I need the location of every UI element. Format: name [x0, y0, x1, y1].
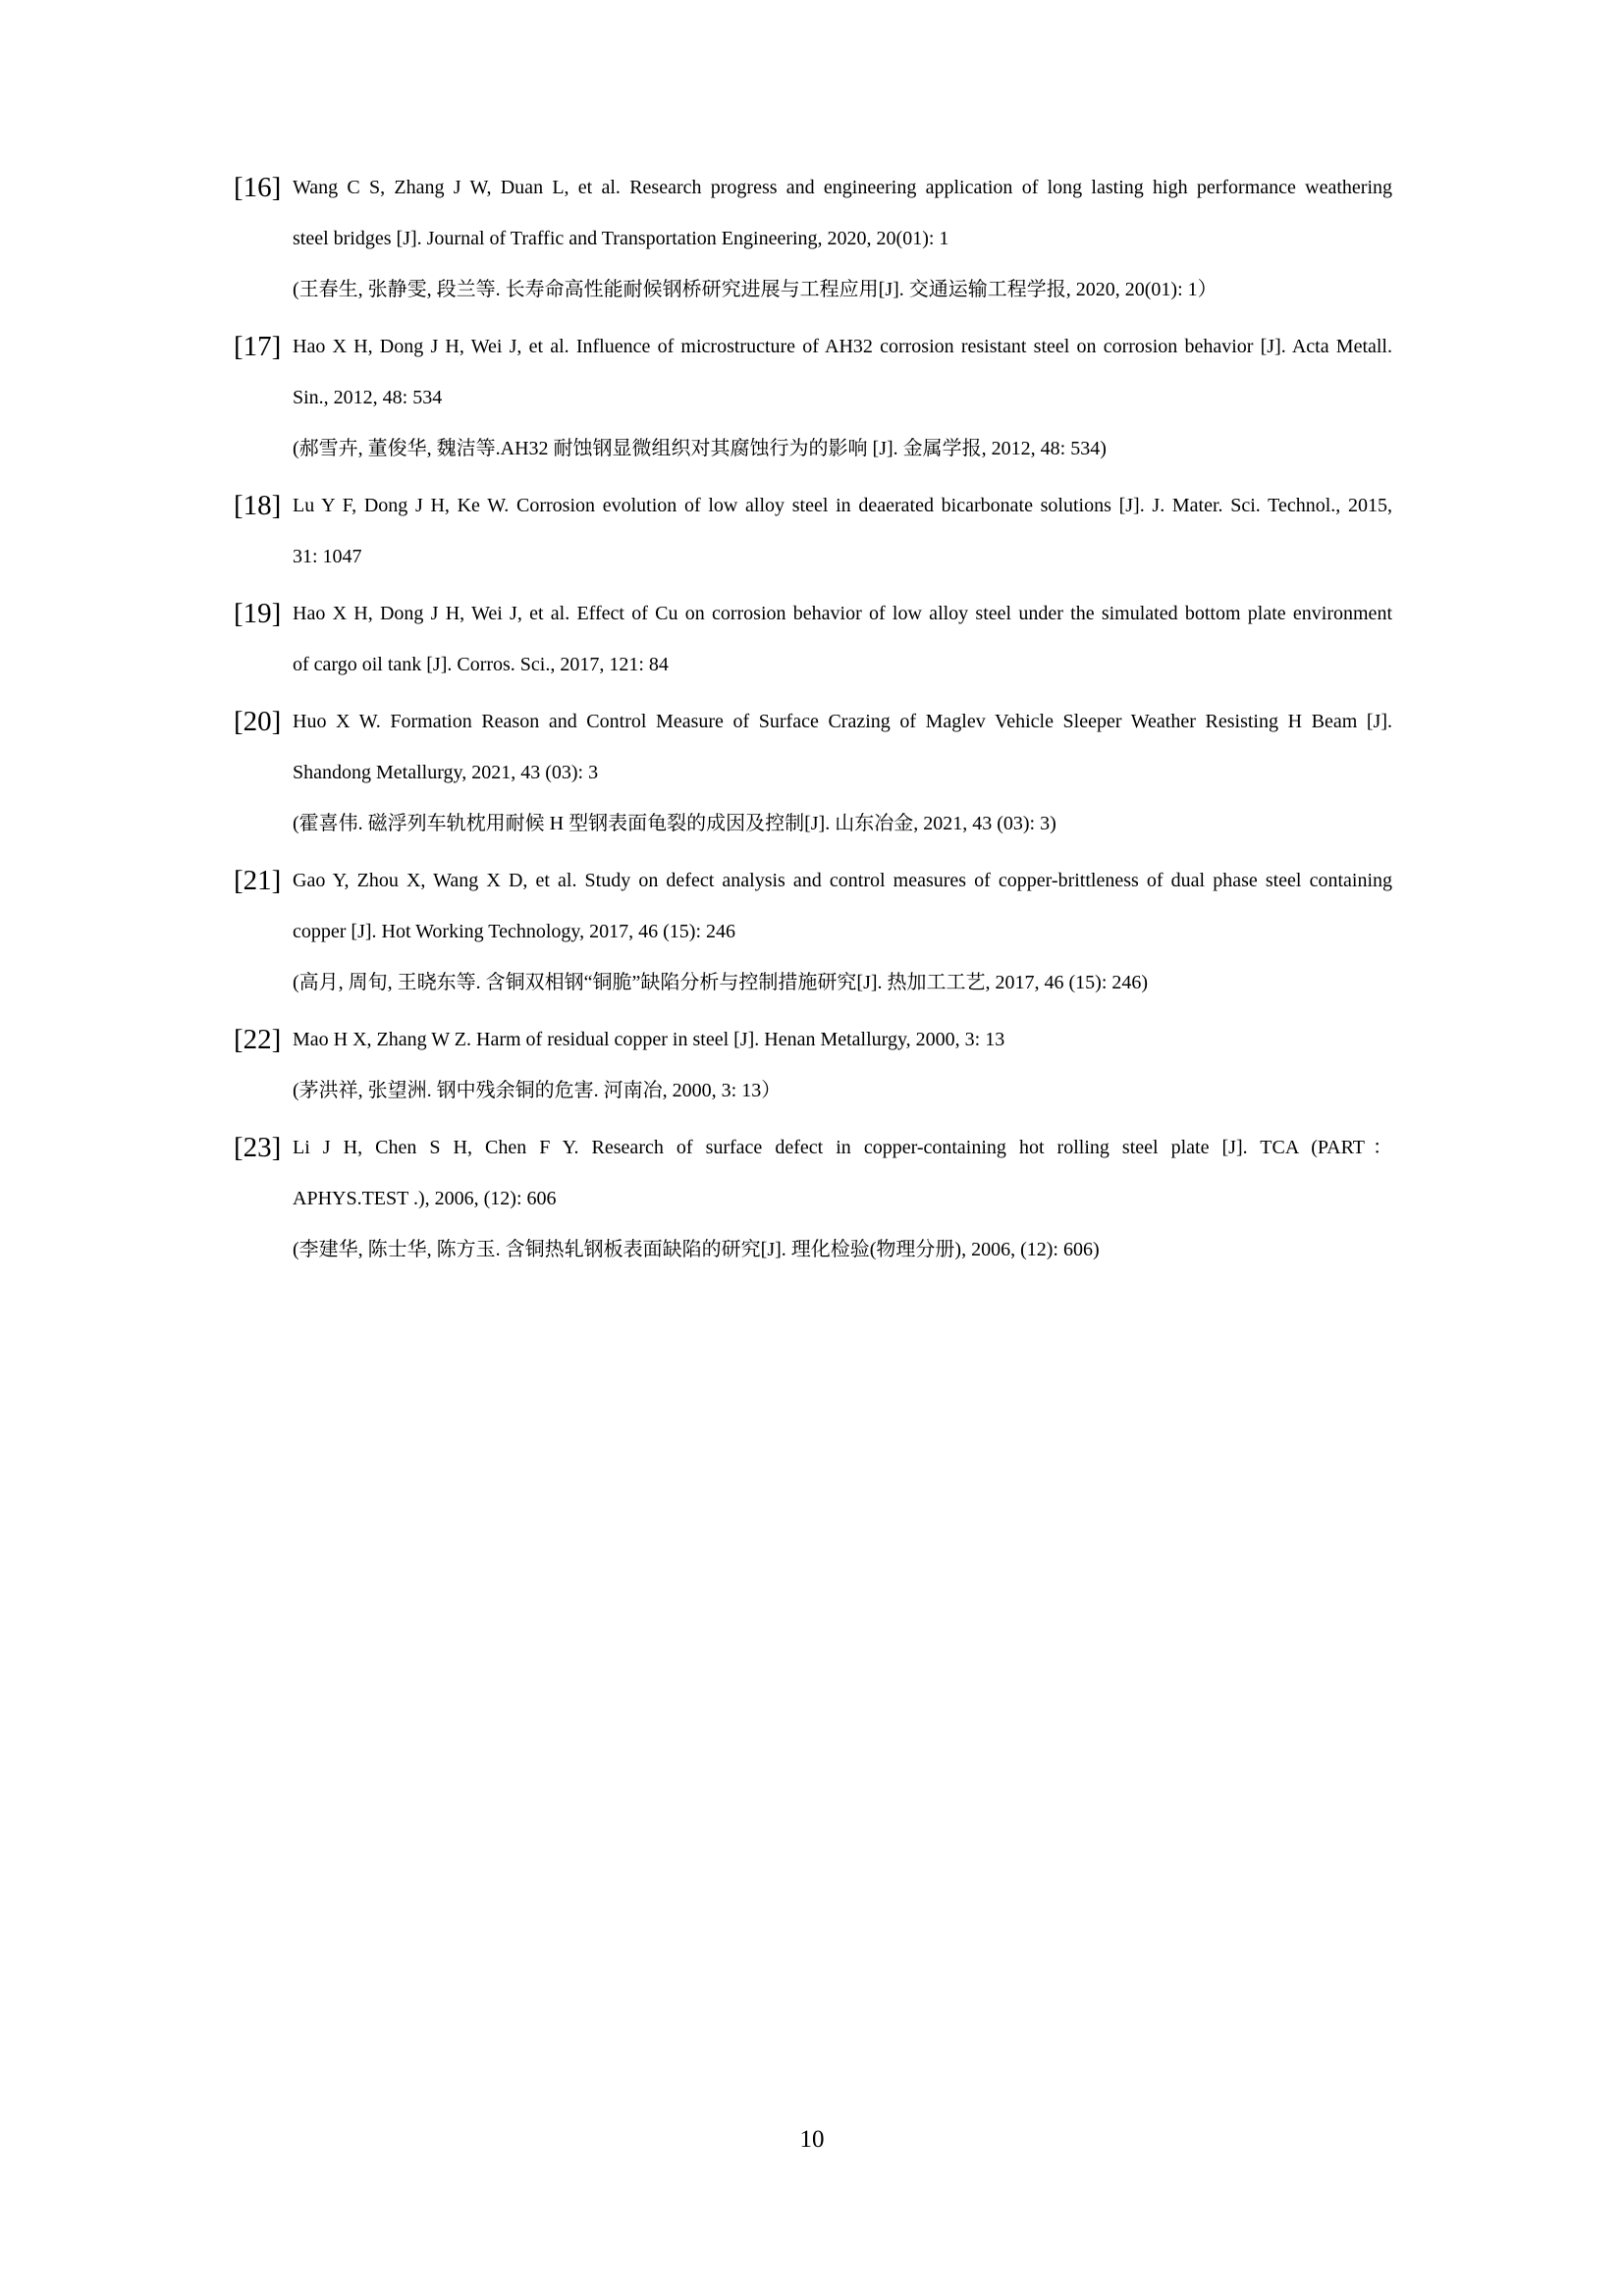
reference-line-english: of cargo oil tank [J]. Corros. Sci., 2017, 121: 84 — [293, 654, 669, 675]
reference-line-chinese: (霍喜伟. 磁浮列车轨枕用耐候 H 型钢表面龟裂的成因及控制[J]. 山东冶金, 2021, 43 (03): 3) — [293, 813, 1056, 834]
reference-line-chinese: (茅洪祥, 张望洲. 钢中残余铜的危害. 河南冶, 2000, 3: 13） — [293, 1080, 782, 1101]
reference-line-english: Wang C S, Zhang J W, Duan L, et al. Research progress and engineering application of long lasting high performance weathering — [293, 177, 1392, 198]
reference-line-chinese: (郝雪卉, 董俊华, 魏洁等.AH32 耐蚀钢显微组织对其腐蚀行为的影响 [J]. 金属学报, 2012, 48: 534) — [293, 438, 1107, 459]
reference-item — [234, 1122, 1392, 1275]
reference-line-english: Li J H, Chen S H, Chen F Y. Research of surface defect in copper-containing hot rolling steel plate [J]. TCA (PART： — [293, 1137, 1392, 1158]
reference-line-english: Hao X H, Dong J H, Wei J, et al. Influence of microstructure of AH32 corrosion resistant steel on corrosion behavior [J]. Acta Metall. — [293, 336, 1392, 357]
reference-item — [234, 480, 1392, 582]
reference-line-chinese: (高月, 周旬, 王晓东等. 含铜双相钢“铜脆”缺陷分析与控制措施研究[J]. 热加工工艺, 2017, 46 (15): 246) — [293, 972, 1149, 993]
reference-number: [18] — [234, 490, 282, 521]
reference-line-english: Shandong Metallurgy, 2021, 43 (03): 3 — [293, 762, 599, 783]
reference-line-english: steel bridges [J]. Journal of Traffic and Transportation Engineering, 2020, 20(01): 1 — [293, 228, 949, 249]
reference-line-english: Lu Y F, Dong J H, Ke W. Corrosion evolution of low alloy steel in deaerated bicarbonate solutions [J]. J. Mater. Sci. Technol., 2015, — [293, 495, 1392, 516]
reference-number: [17] — [234, 331, 282, 362]
reference-line-english: 31: 1047 — [293, 546, 362, 567]
reference-number: [22] — [234, 1024, 282, 1055]
page-number: 10 — [799, 2126, 825, 2153]
reference-item — [234, 855, 1392, 1008]
reference-item — [234, 1014, 1392, 1116]
reference-number: [21] — [234, 865, 282, 896]
reference-item — [234, 162, 1392, 315]
reference-line-english: copper [J]. Hot Working Technology, 2017, 46 (15): 246 — [293, 921, 735, 942]
references-list — [234, 162, 1392, 1281]
reference-line-chinese: (王春生, 张静雯, 段兰等. 长寿命高性能耐候钢桥研究进展与工程应用[J]. 交通运输工程学报, 2020, 20(01): 1） — [293, 279, 1218, 300]
reference-number: [19] — [234, 598, 282, 629]
reference-line-english: Mao H X, Zhang W Z. Harm of residual copper in steel [J]. Henan Metallurgy, 2000, 3: 13 — [293, 1029, 1005, 1050]
reference-item — [234, 588, 1392, 690]
reference-line-english: Sin., 2012, 48: 534 — [293, 387, 443, 408]
reference-line-english: Huo X W. Formation Reason and Control Measure of Surface Crazing of Maglev Vehicle Sleeper Weather Resisting H Beam [J]. — [293, 711, 1392, 732]
reference-line-english: Gao Y, Zhou X, Wang X D, et al. Study on defect analysis and control measures of copper-brittleness of dual phase steel containing — [293, 870, 1392, 891]
reference-number: [20] — [234, 706, 282, 737]
reference-line-english: APHYS.TEST .), 2006, (12): 606 — [293, 1188, 557, 1209]
reference-number: [16] — [234, 172, 282, 203]
reference-number: [23] — [234, 1132, 282, 1163]
reference-item — [234, 321, 1392, 474]
reference-line-chinese: (李建华, 陈士华, 陈方玉. 含铜热轧钢板表面缺陷的研究[J]. 理化检验(物理分册), 2006, (12): 606) — [293, 1239, 1100, 1260]
reference-item — [234, 696, 1392, 849]
reference-line-english: Hao X H, Dong J H, Wei J, et al. Effect of Cu on corrosion behavior of low alloy steel under the simulated bottom plate environment — [293, 603, 1392, 624]
